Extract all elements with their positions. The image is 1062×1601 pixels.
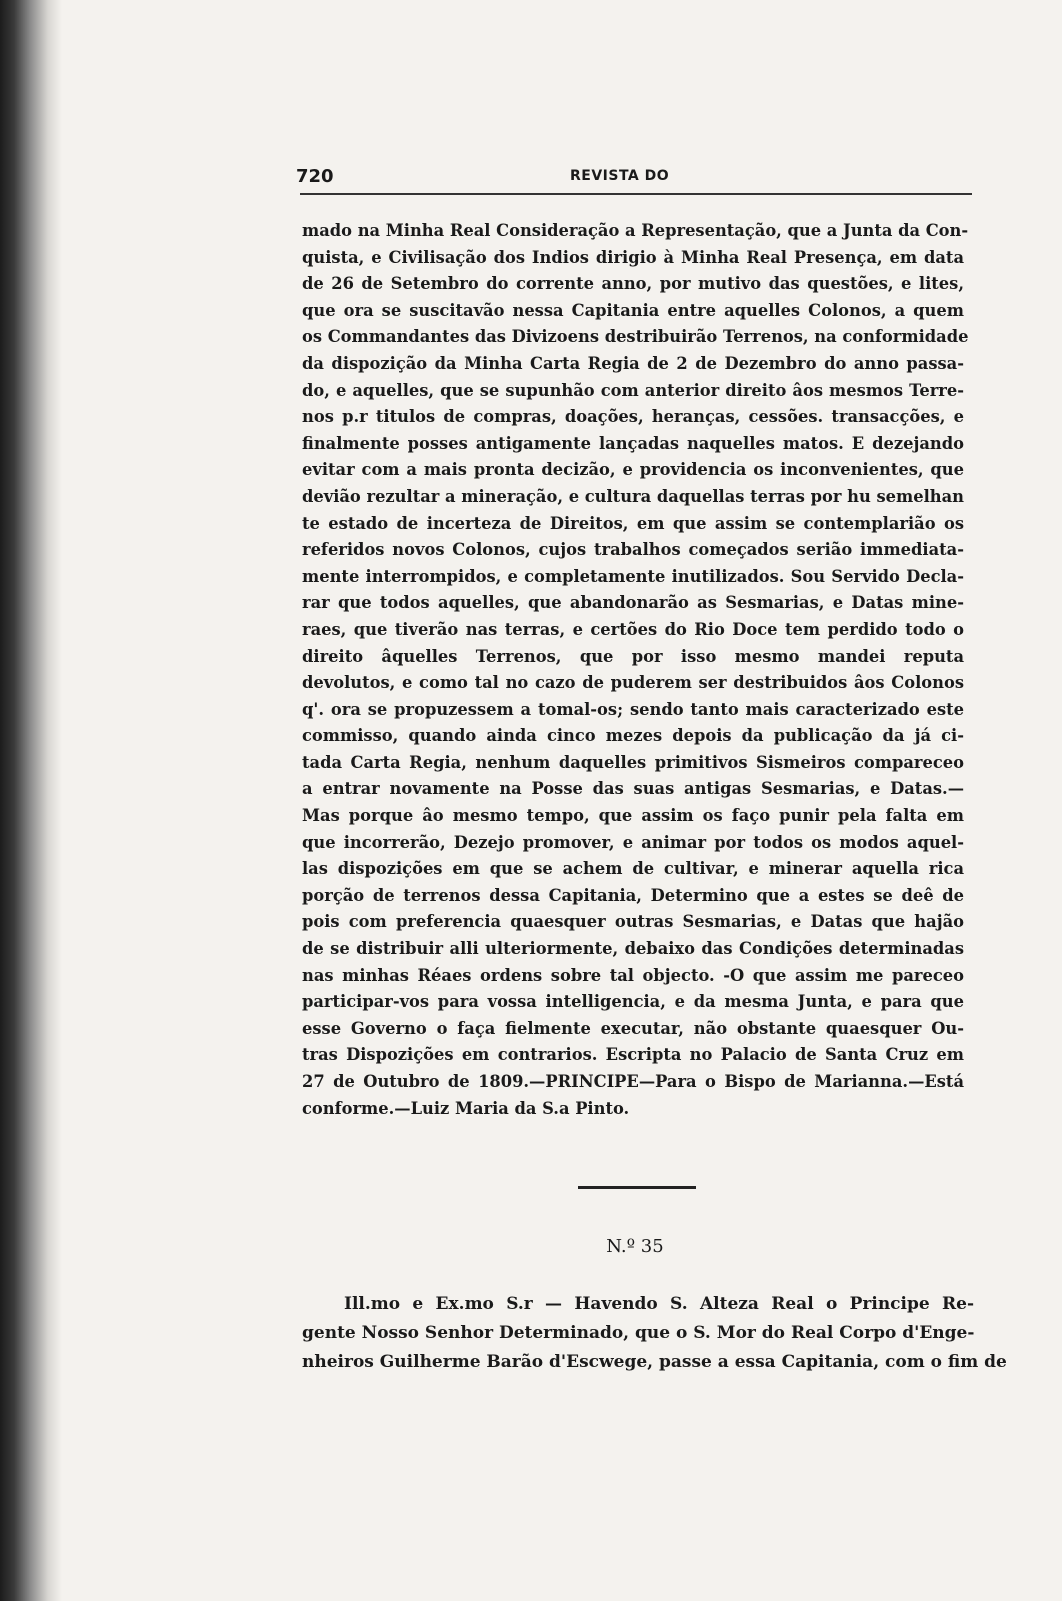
header-rule [300, 193, 972, 195]
scan-gutter-shadow [0, 0, 62, 1601]
text-line: a entrar novamente na Posse das suas antigas Sesmarias, e Datas.— [302, 779, 964, 799]
text-line: devião rezultar a mineração, e cultura daquellas terras por hu semelhan [302, 486, 964, 506]
text-line: rar que todos aquelles, que abandonarão as Sesmarias, e Datas mine- [302, 593, 964, 613]
text-line: las dispozições em que se achem de cultivar, e minerar aquella rica [302, 859, 964, 879]
text-line: participar-vos para vossa intelligencia, e da mesma Junta, e para que [302, 992, 964, 1012]
text-line: mado na Minha Real Consideração a Representação, que a Junta da Con- [302, 221, 969, 240]
text-line: porção de terrenos dessa Capitania, Determino que a estes se deê de [302, 885, 964, 905]
text-line: commisso, quando ainda cinco mezes depois da publicação da já ci- [302, 726, 964, 746]
text-line: finalmente posses antigamente lançadas naquelles matos. E dezejando [302, 433, 964, 453]
text-line: os Commandantes das Divizoens destribuirão Terrenos, na conformidade [302, 327, 969, 347]
text-line: quista, e Civilisação dos Indios dirigio à Minha Real Presença, em data [302, 247, 964, 267]
text-line: gente Nosso Senhor Determinado, que o S. Mor do Real Corpo d'Enge- [302, 1323, 975, 1343]
text-line: tada Carta Regia, nenhum daquelles primitivos Sismeiros compareceo [302, 752, 964, 772]
text-line: te estado de incerteza de Direitos, em que assim se contemplarião os [302, 513, 964, 533]
text-line: devolutos, e como tal no cazo de puderem ser destribuidos âos Colonos [302, 673, 964, 693]
text-line: referidos novos Colonos, cujos trabalhos começados serião immediata- [302, 540, 964, 560]
document-number: N.º 35 [606, 1236, 664, 1257]
text-line: direito âquelles Terrenos, que por isso mesmo mandei reputa [302, 646, 964, 666]
text-line: nheiros Guilherme Barão d'Escwege, passe a essa Capitania, com o fim de [302, 1352, 1007, 1372]
text-line: tras Dispozições em contrarios. Escripta no Palacio de Santa Cruz em [302, 1045, 964, 1065]
text-line: de se distribuir alli ulteriormente, debaixo das Condições determinadas [302, 939, 964, 959]
text-line: de 26 de Setembro do corrente anno, por mutivo das questões, e lites, [302, 274, 964, 294]
running-title: REVISTA DO [570, 168, 670, 184]
text-line: do, e aquelles, que se supunhão com anterior direito âos mesmos Terre- [302, 380, 964, 400]
text-line: nas minhas Réaes ordens sobre tal objecto. -O que assim me pareceo [302, 965, 964, 985]
text-line: mente interrompidos, e completamente inutilizados. Sou Servido Decla- [302, 566, 964, 586]
section-separator [578, 1186, 696, 1189]
text-line: nos p.r titulos de compras, doações, heranças, cessões. transacções, e [302, 407, 964, 427]
text-line: conforme.—Luiz Maria da S.a Pinto. [302, 1098, 630, 1118]
text-line: Ill.mo e Ex.mo S.r — Havendo S. Alteza Real o Principe Re- [344, 1294, 974, 1314]
text-line: q'. ora se propuzessem a tomal-os; sendo tanto mais caracterizado este [302, 699, 964, 719]
document-body [302, 218, 969, 1122]
text-line: raes, que tiverão nas terras, e certões do Rio Doce tem perdido todo o [302, 619, 964, 639]
text-line: da dispozição da Minha Carta Regia de 2 de Dezembro do anno passa- [302, 353, 964, 373]
text-line: evitar com a mais pronta decizão, e providencia os inconvenientes, que [302, 460, 964, 480]
page-header [296, 160, 974, 190]
text-line: 27 de Outubro de 1809.—PRINCIPE—Para o Bispo de Marianna.—Está [302, 1072, 964, 1091]
page-number: 720 [296, 166, 334, 187]
text-line: esse Governo o faça fielmente executar, não obstante quaesquer Ou- [302, 1018, 964, 1038]
text-line: que ora se suscitavão nessa Capitania entre aquelles Colonos, a quem [302, 300, 964, 320]
text-line: que incorrerão, Dezejo promover, e animar por todos os modos aquel- [302, 832, 964, 852]
text-line: Mas porque âo mesmo tempo, que assim os faço punir pela falta em [302, 806, 964, 826]
letter-body [302, 1290, 1007, 1377]
text-line: pois com preferencia quaesquer outras Sesmarias, e Datas que hajão [302, 912, 964, 932]
